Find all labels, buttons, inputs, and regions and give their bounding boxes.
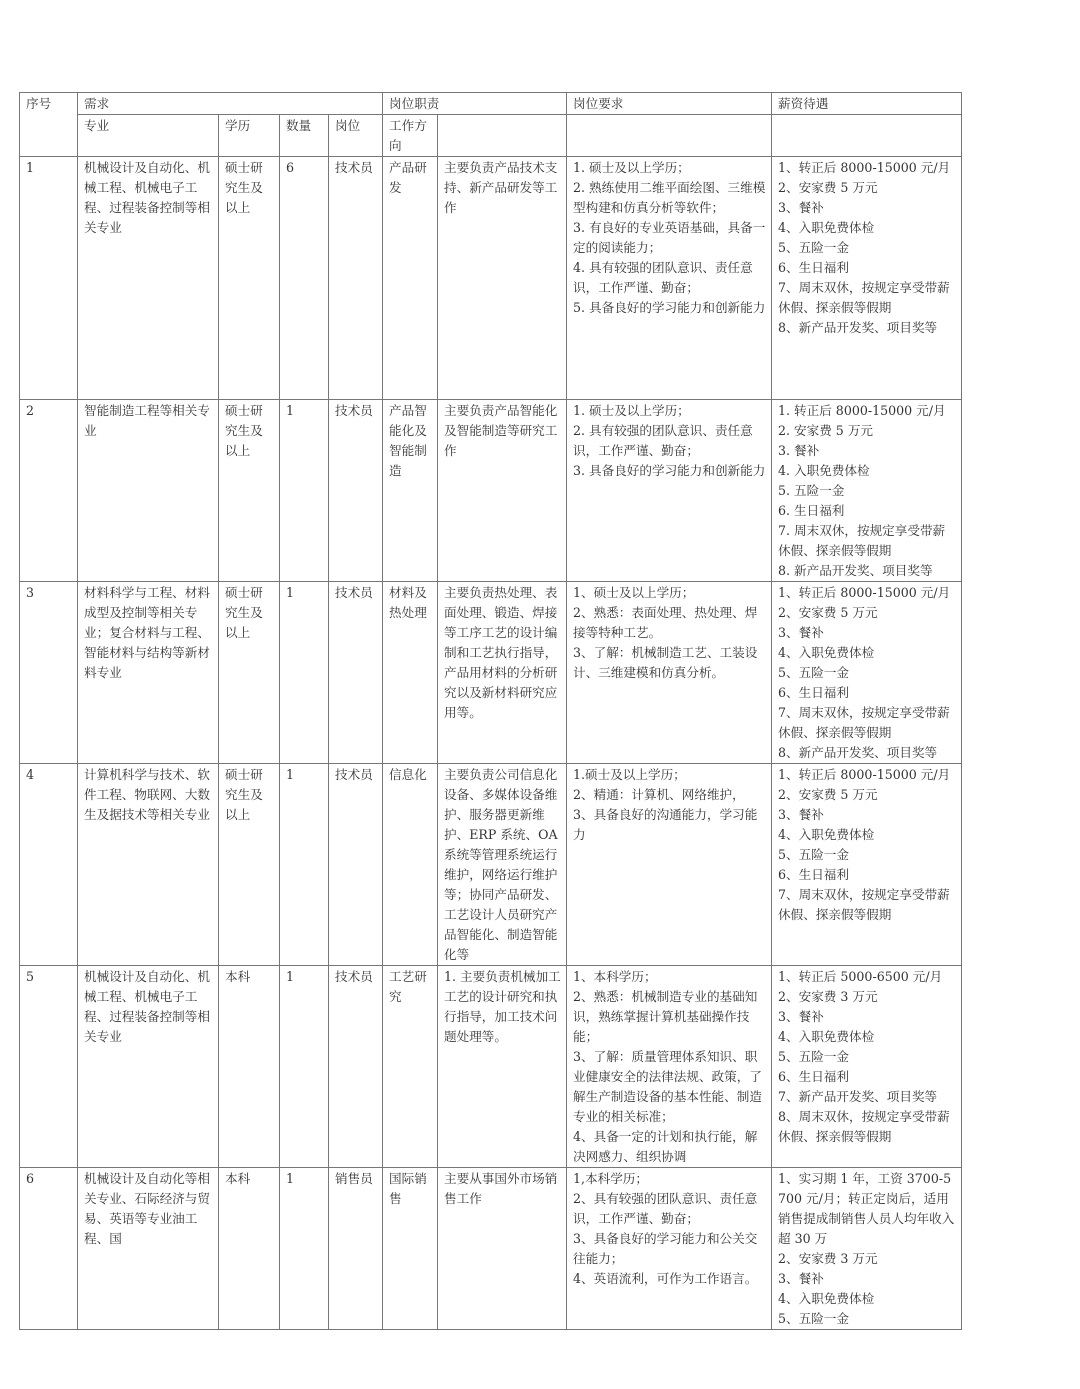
header-demand: 需求: [78, 93, 383, 115]
cell-direction: 国际销售: [383, 1168, 438, 1330]
cell-direction: 信息化: [383, 764, 438, 966]
cell-seq: 2: [20, 400, 78, 582]
header-row-1: [20, 93, 962, 115]
cell-salary: 1、转正后 5000-6500 元/月 2、安家费 3 万元 3、餐补 4、入职免费体检 5、五险一金 6、生日福利 7、新产品开发奖、项目奖等 8、周末双休，按规定享受带薪休假、探亲假等假期: [772, 966, 962, 1168]
cell-position: 技术员: [329, 764, 383, 966]
cell-salary: 1. 转正后 8000-15000 元/月 2. 安家费 5 万元 3. 餐补 4. 入职免费体检 5. 五险一金 6. 生日福利 7. 周末双休，按规定享受带薪休假、探亲假等假期 8. 新产品开发奖、项目奖等: [772, 400, 962, 582]
cell-quantity: 1: [280, 966, 329, 1168]
cell-duty: 主要负责产品技术支持、新产品研发等工作: [438, 157, 567, 400]
header-duty: 岗位职责: [383, 93, 567, 115]
cell-education: 本科: [219, 1168, 280, 1330]
table-row: [20, 764, 962, 966]
cell-seq: 4: [20, 764, 78, 966]
cell-requirement: 1.硕士及以上学历； 2、精通：计算机、网络维护， 3、具备良好的沟通能力，学习能力: [567, 764, 772, 966]
cell-education: 硕士研究生及以上: [219, 400, 280, 582]
cell-seq: 1: [20, 157, 78, 400]
cell-salary: 1、转正后 8000-15000 元/月 2、安家费 5 万元 3、餐补 4、入职免费体检 5、五险一金 6、生日福利 7、周末双休，按规定享受带薪休假、探亲假等假期 8、新产品开发奖、项目奖等: [772, 157, 962, 400]
cell-quantity: 1: [280, 764, 329, 966]
cell-position: 技术员: [329, 966, 383, 1168]
cell-duty: 主要负责热处理、表面处理、锻造、焊接等工序工艺的设计编制和工艺执行指导，产品用材料的分析研究以及新材料研究应用等。: [438, 582, 567, 764]
cell-direction: 产品智能化及智能制造: [383, 400, 438, 582]
header-salary-blank: [772, 115, 962, 157]
cell-requirement: 1. 硕士及以上学历； 2. 具有较强的团队意识、责任意识，工作严谨、勤奋； 3. 具备良好的学习能力和创新能力: [567, 400, 772, 582]
cell-salary: 1、实习期 1 年，工资 3700-5700 元/月；转正定岗后，适用销售提成制销售人员人均年收入超 30 万 2、安家费 3 万元 3、餐补 4、入职免费体检 5、五险一金: [772, 1168, 962, 1330]
cell-education: 硕士研究生及以上: [219, 582, 280, 764]
cell-requirement: 1,本科学历； 2、具有较强的团队意识、责任意识，工作严谨、勤奋； 3、具备良好的学习能力和公关交往能力； 4、英语流利，可作为工作语言。: [567, 1168, 772, 1330]
cell-salary: 1、转正后 8000-15000 元/月 2、安家费 5 万元 3、餐补 4、入职免费体检 5、五险一金 6、生日福利 7、周末双休，按规定享受带薪休假、探亲假等假期 8、新产品开发奖、项目奖等: [772, 582, 962, 764]
table-row: [20, 157, 962, 400]
cell-major: 智能制造工程等相关专业: [78, 400, 219, 582]
cell-education: 硕士研究生及以上: [219, 157, 280, 400]
cell-quantity: 6: [280, 157, 329, 400]
cell-quantity: 1: [280, 400, 329, 582]
cell-quantity: 1: [280, 1168, 329, 1330]
cell-major: 机械设计及自动化、机械工程、机械电子工程、过程装备控制等相关专业: [78, 157, 219, 400]
header-requirement: 岗位要求: [567, 93, 772, 115]
cell-position: 销售员: [329, 1168, 383, 1330]
cell-position: 技术员: [329, 582, 383, 764]
table-row: [20, 1168, 962, 1330]
header-row-2: [20, 115, 962, 157]
cell-seq: 6: [20, 1168, 78, 1330]
recruitment-table: [19, 92, 962, 1330]
cell-education: 硕士研究生及以上: [219, 764, 280, 966]
cell-quantity: 1: [280, 582, 329, 764]
header-seq: 序号: [20, 93, 78, 157]
cell-duty: 主要负责公司信息化设备、多媒体设备维护、服务器更新维护、ERP 系统、OA 系统等管理系统运行维护，网络运行维护等；协同产品研发、工艺设计人员研究产品智能化、制造智能化等: [438, 764, 567, 966]
table-row: [20, 400, 962, 582]
cell-major: 机械设计及自动化等相关专业、石际经济与贸易、英语等专业油工程、国: [78, 1168, 219, 1330]
table-row: [20, 966, 962, 1168]
cell-seq: 5: [20, 966, 78, 1168]
cell-education: 本科: [219, 966, 280, 1168]
cell-duty: 主要从事国外市场销售工作: [438, 1168, 567, 1330]
header-direction: 工作方向: [383, 115, 438, 157]
cell-salary: 1、转正后 8000-15000 元/月 2、安家费 5 万元 3、餐补 4、入职免费体检 5、五险一金 6、生日福利 7、周末双休，按规定享受带薪休假、探亲假等假期: [772, 764, 962, 966]
header-duty-blank: [438, 115, 567, 157]
header-position: 岗位: [329, 115, 383, 157]
cell-position: 技术员: [329, 400, 383, 582]
cell-direction: 工艺研究: [383, 966, 438, 1168]
cell-major: 机械设计及自动化、机械工程、机械电子工程、过程装备控制等相关专业: [78, 966, 219, 1168]
cell-direction: 产品研发: [383, 157, 438, 400]
cell-major: 材料科学与工程、材料成型及控制等相关专业；复合材料与工程、智能材料与结构等新材料专业: [78, 582, 219, 764]
cell-seq: 3: [20, 582, 78, 764]
cell-requirement: 1. 硕士及以上学历； 2. 熟练使用二维平面绘图、三维模型构建和仿真分析等软件； 3. 有良好的专业英语基础，具备一定的阅读能力； 4. 具有较强的团队意识、责任意识，工作严谨、勤奋； 5. 具备良好的学习能力和创新能力: [567, 157, 772, 400]
header-education: 学历: [219, 115, 280, 157]
cell-requirement: 1、硕士及以上学历； 2、熟悉：表面处理、热处理、焊接等特种工艺。 3、了解：机械制造工艺、工装设计、三维建模和仿真分析。: [567, 582, 772, 764]
header-quantity: 数量: [280, 115, 329, 157]
cell-major: 计算机科学与技术、软件工程、物联网、大数生及据技术等相关专业: [78, 764, 219, 966]
cell-duty: 主要负责产品智能化及智能制造等研究工作: [438, 400, 567, 582]
header-salary: 薪资待遇: [772, 93, 962, 115]
cell-direction: 材料及热处理: [383, 582, 438, 764]
header-requirement-blank: [567, 115, 772, 157]
cell-requirement: 1、本科学历； 2、熟悉：机械制造专业的基础知识，熟练掌握计算机基础操作技能； 3、了解：质量管理体系知识、职业健康安全的法律法规、政策，了解生产制造设备的基本性能、制造专业的相关标准； 4、具备一定的计划和执行能，解决网感力、组织协调: [567, 966, 772, 1168]
header-major: 专业: [78, 115, 219, 157]
cell-position: 技术员: [329, 157, 383, 400]
cell-duty: 1. 主要负责机械加工工艺的设计研究和执行指导，加工技术问题处理等。: [438, 966, 567, 1168]
table-row: [20, 582, 962, 764]
